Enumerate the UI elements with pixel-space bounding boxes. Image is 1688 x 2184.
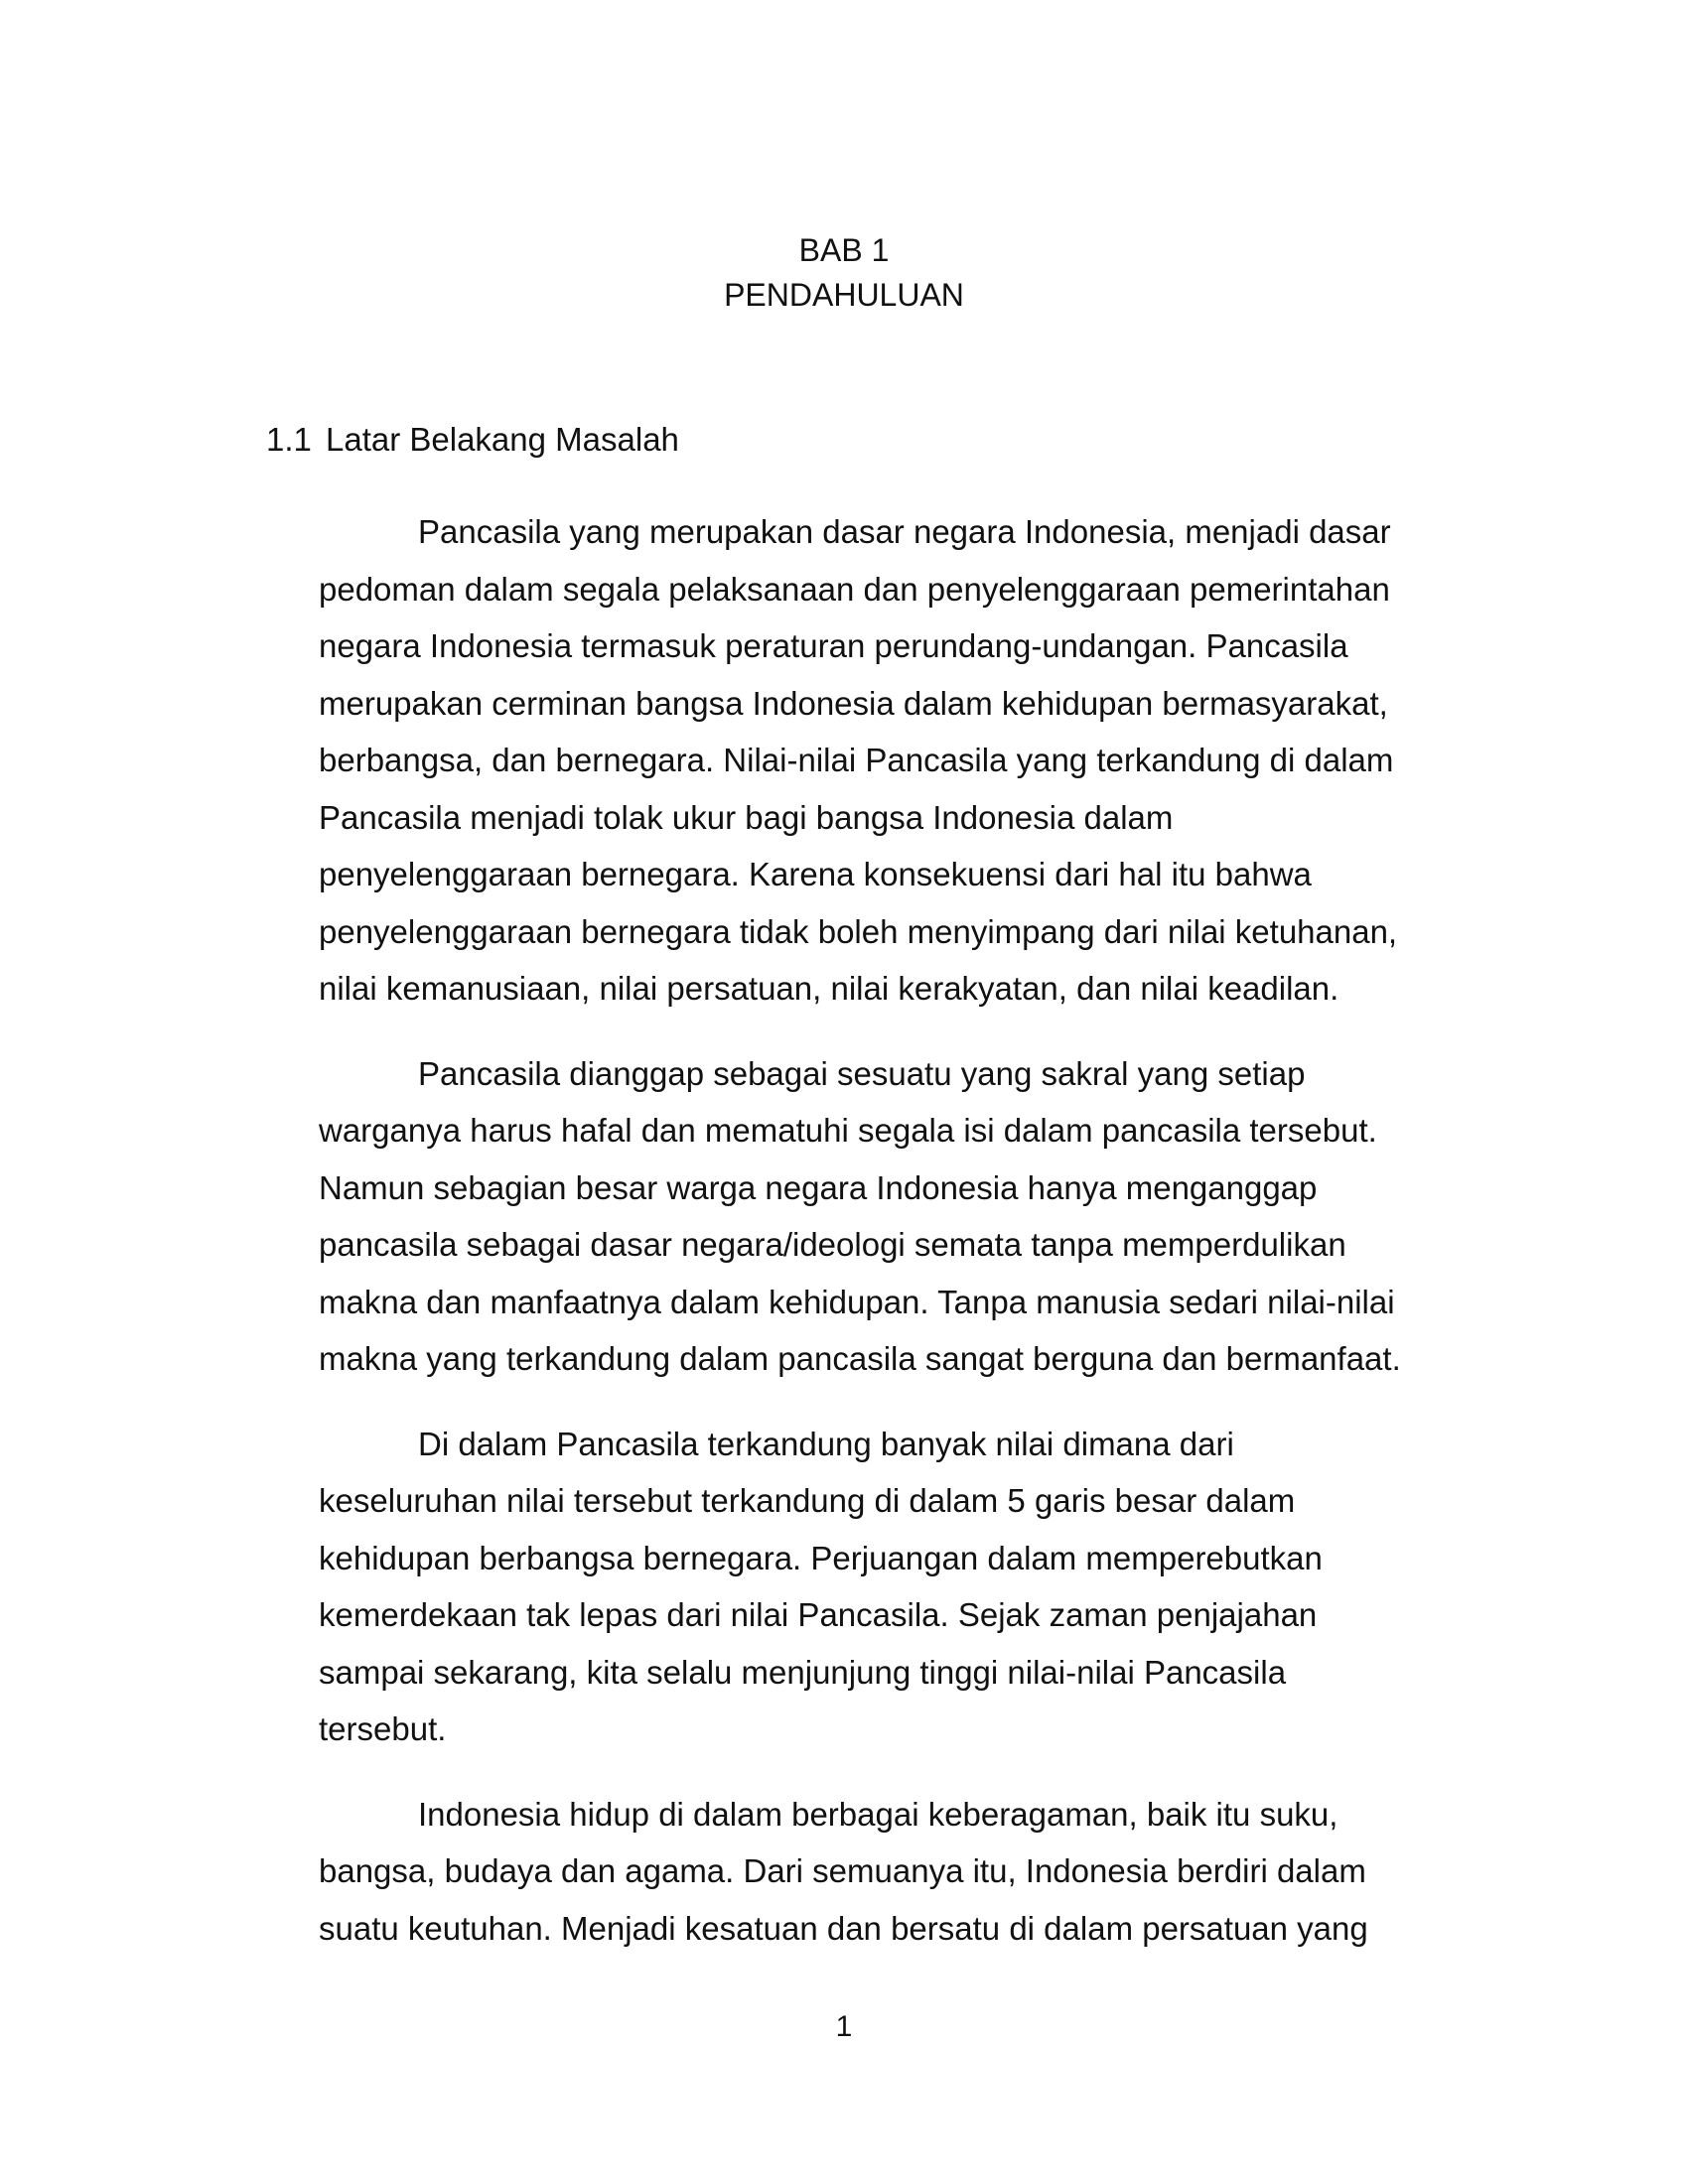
paragraph-gap: [319, 1018, 1461, 1045]
paragraph-line: makna dan manfaatnya dalam kehidupan. Tanpa manusia sedari nilai-nilai: [319, 1283, 1395, 1320]
paragraph-line: Pancasila yang merupakan dasar negara Indonesia, menjadi dasar: [418, 513, 1391, 550]
paragraph-gap: [319, 1758, 1461, 1786]
paragraph-line: kemerdekaan tak lepas dari nilai Pancasila. Sejak zaman penjajahan: [319, 1596, 1318, 1633]
paragraph-line: penyelenggaraan bernegara. Karena konsekuensi dari hal itu bahwa: [319, 856, 1312, 892]
paragraph-line: suatu keutuhan. Menjadi kesatuan dan bersatu di dalam persatuan yang: [319, 1909, 1368, 1947]
paragraph: [319, 1045, 1461, 1388]
paragraph-line: Pancasila dianggap sebagai sesuatu yang sakral yang setiap: [418, 1054, 1306, 1092]
body-text: [319, 503, 1461, 1957]
paragraph-line: makna yang terkandung dalam pancasila sangat berguna dan bermanfaat.: [319, 1340, 1401, 1377]
paragraph-line: Indonesia hidup di dalam berbagai keberagaman, baik itu suku,: [418, 1795, 1338, 1833]
paragraph-line: keseluruhan nilai tersebut terkandung di dalam 5 garis besar dalam: [319, 1482, 1296, 1519]
paragraph-gap: [319, 1388, 1461, 1416]
paragraph-line: pedoman dalam segala pelaksanaan dan penyelenggaraan pemerintahan: [319, 570, 1390, 608]
section-heading: [266, 417, 679, 462]
chapter-title: PENDAHULUAN: [724, 277, 964, 313]
paragraph-line: sampai sekarang, kita selalu menjunjung tinggi nilai-nilai Pancasila: [319, 1653, 1287, 1691]
paragraph: [319, 503, 1461, 1018]
paragraph-line: pancasila sebagai dasar negara/ideologi semata tanpa memperdulikan: [319, 1226, 1346, 1263]
paragraph-line: penyelenggaraan bernegara tidak boleh menyimpang dari nilai ketuhanan,: [319, 912, 1398, 950]
paragraph: [319, 1786, 1461, 1958]
paragraph-line: kehidupan berbangsa bernegara. Perjuangan dalam memperebutkan: [319, 1539, 1323, 1576]
paragraph-line: merupakan cerminan bangsa Indonesia dalam kehidupan bermasyarakat,: [319, 684, 1388, 722]
chapter-heading: [0, 228, 1688, 318]
section-number: 1.1: [266, 421, 312, 458]
paragraph-line: nilai kemanusiaan, nilai persatuan, nilai kerakyatan, dan nilai keadilan.: [319, 970, 1339, 1007]
paragraph-line: warganya harus hafal dan mematuhi segala isi dalam pancasila tersebut.: [319, 1112, 1377, 1149]
section-title: Latar Belakang Masalah: [326, 421, 679, 458]
paragraph-line: Di dalam Pancasila terkandung banyak nilai dimana dari: [418, 1425, 1234, 1462]
paragraph-line: Pancasila menjadi tolak ukur bagi bangsa Indonesia dalam: [319, 798, 1174, 836]
paragraph-line: negara Indonesia termasuk peraturan perundang-undangan. Pancasila: [319, 627, 1348, 664]
paragraph-line: berbangsa, dan bernegara. Nilai-nilai Pancasila yang terkandung di dalam: [319, 742, 1394, 778]
paragraph-line: Namun sebagian besar warga negara Indonesia hanya menganggap: [319, 1168, 1318, 1206]
paragraph-line: tersebut.: [319, 1710, 447, 1747]
chapter-label: BAB 1: [798, 232, 890, 268]
paragraph: [319, 1416, 1461, 1758]
paragraph-line: bangsa, budaya dan agama. Dari semuanya itu, Indonesia berdiri dalam: [319, 1852, 1366, 1889]
page-number: 1: [835, 2010, 853, 2043]
